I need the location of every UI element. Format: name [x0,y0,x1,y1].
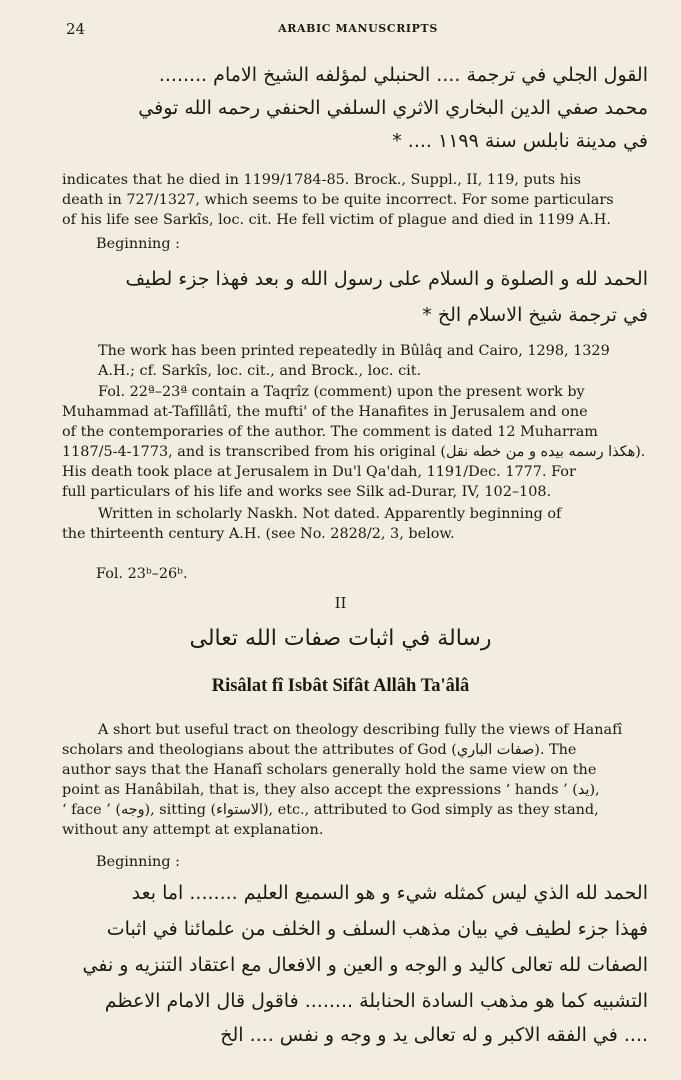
beginning-label: Beginning : [96,236,180,252]
text-line: The work has been printed repeatedly in Bûlâq and Cairo, 1298, 1329 [98,343,610,359]
text-line: indicates that he died in 1199/1784-85. Brock., Suppl., II, 119, puts his [62,172,582,188]
folio-reference: Fol. 23ᵇ–26ᵇ. [96,566,188,582]
arabic-title-line: القول الجلي في ترجمة .... الحنبلي لمؤلفه الشيخ الامام ........ [158,64,648,86]
text-line: of the contemporaries of the author. The comment is dated 12 Muharram [62,424,598,440]
text-line: the thirteenth century A.H. (see No. 2828/2, 3, below. [62,526,455,542]
arabic-incipit-line: التشبيه كما هو مذهب السادة الحنابلة ........ فاقول قال الامام الاعظم [104,990,648,1012]
arabic-incipit-line: الصفات لله تعالى كاليد و الوجه و العين و الافعال مع اعتقاد التنزيه و نفي [82,954,648,976]
running-head: ARABIC MANUSCRIPTS [278,22,438,35]
paragraph-printing [62,341,650,381]
text-line: A short but useful tract on theology describing fully the views of Hanafî [98,722,623,738]
text-line: author says that the Hanafî scholars generally hold the same view on the [62,762,597,778]
text-line: Fol. 22ª–23ª contain a Taqrîz (comment) upon the present work by [98,384,585,400]
arabic-incipit-line: .... في الفقه الاكبر و له تعالى يد و وجه و نفس .... الخ [220,1024,648,1046]
text-line: Written in scholarly Naskh. Not dated. Apparently beginning of [98,506,562,522]
arabic-incipit-line: الحمد لله الذي ليس كمثله شيء و هو السميع العليم ........ اما بعد [131,882,648,904]
arabic-incipit-line: فهذا جزء لطيف في بيان مذهب السلف و الخلف من علمائنا في اثبات [106,918,648,940]
paragraph-script [62,504,650,544]
page-number: 24 [66,20,86,38]
paragraph-death-date [62,170,650,230]
page-header [66,20,650,40]
paragraph-taqriz [62,382,650,502]
text-line: point as Hanâbilah, that is, they also accept the expressions ‘ hands ’ (يد), [62,782,600,798]
section-title-english: Risâlat fî Isbât Sifât Allâh Ta'âlâ [211,676,470,696]
section-number: II [334,594,347,612]
text-line: ‘ face ’ (وجه), sitting (الاستواء), etc., attributed to God simply as they stand, [62,802,599,818]
text-line: of his life see Sarkîs, loc. cit. He fell victim of plague and died in 1199 A.H. [62,212,611,228]
paragraph-description [62,720,650,840]
text-line: A.H.; cf. Sarkîs, loc. cit., and Brock., loc. cit. [98,363,422,379]
text-line: scholars and theologians about the attributes of God (صفات الباري). The [62,742,577,758]
arabic-title-line: محمد صفي الدين البخاري الاثري السلفي الحنفي رحمه الله توفي [138,97,648,119]
section-title-arabic: رسالة في اثبات صفات الله تعالى [189,626,492,651]
beginning-label: Beginning : [96,854,180,870]
text-line: full particulars of his life and works see Silk ad-Durar, IV, 102–108. [62,484,552,500]
text-line: His death took place at Jerusalem in Du'l Qa'dah, 1191/Dec. 1777. For [62,464,576,480]
arabic-incipit-line: في ترجمة شيخ الاسلام الخ * [422,304,648,326]
arabic-title-line: في مدينة نابلس سنة ١١٩٩ .... * [392,130,648,152]
text-line: Muhammad at-Tafîllâtî, the mufti' of the Hanafites in Jerusalem and one [62,404,588,420]
text-line: without any attempt at explanation. [62,822,324,838]
text-line: death in 727/1327, which seems to be quite incorrect. For some particulars [62,192,614,208]
text-line: 1187/5-4-1773, and is transcribed from his original (هكذا رسمه بيده و من خطه نقل). [62,444,646,460]
arabic-incipit-line: الحمد لله و الصلوة و السلام على رسول الله و بعد فهذا جزء لطيف [125,268,648,290]
